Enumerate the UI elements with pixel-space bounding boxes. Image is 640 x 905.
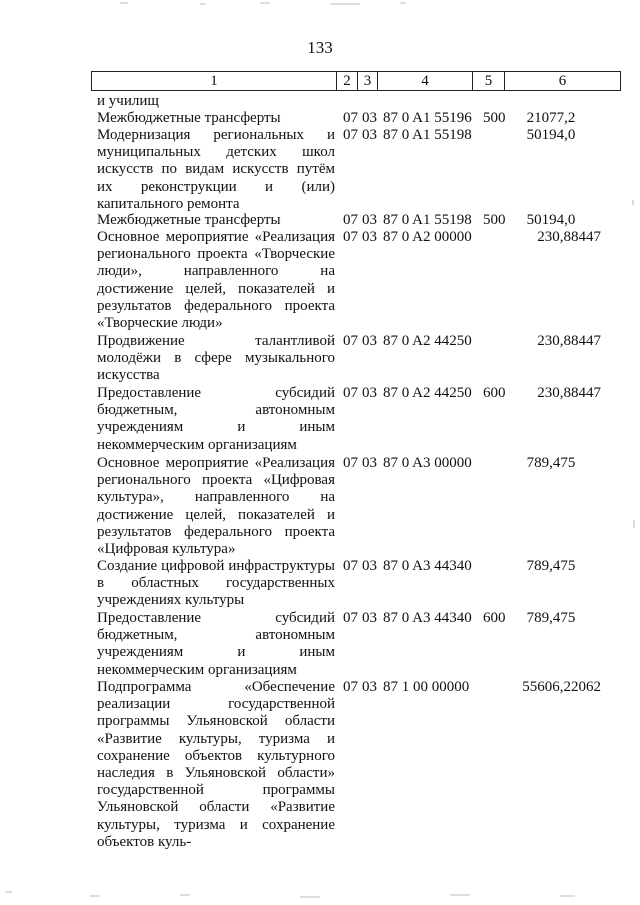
row-description: Основное мероприятие «Реализация регионального проекта «Творческие люди», направленного на достижение целей, показателей и результатов федерального проекта «Творческие люди» (97, 229, 335, 332)
subsection-code: 03 (362, 110, 377, 126)
row-description: Межбюджетные трансферты (97, 212, 281, 228)
row-description: Межбюджетные трансферты (97, 110, 281, 126)
section-code: 07 (343, 679, 358, 695)
column-header-3: 3 (358, 72, 378, 90)
target-article-code: 87 1 00 00000 (383, 679, 470, 695)
amount-value: 789,475 (526, 610, 576, 626)
amount-value: 50194,0 (526, 127, 576, 143)
target-article-code: 87 0 A2 44250 (383, 333, 472, 349)
amount-value: 789,475 (526, 455, 576, 471)
subsection-code: 03 (362, 385, 377, 401)
row-description: Предоставление субсидий бюджетным, автономным учреждениям и иным некоммерческим организациям (97, 385, 335, 453)
row-description: и училищ (97, 93, 159, 109)
row-description: Предоставление субсидий бюджетным, автономным учреждениям и иным некоммерческим организациям (97, 610, 335, 678)
row-description: Основное мероприятие «Реализация регионального проекта «Цифровая культура», направленного на достижение целей, показателей и результатов федерального проекта «Цифровая культура» (97, 455, 335, 558)
subsection-code: 03 (362, 229, 377, 245)
target-article-code: 87 0 A3 44340 (383, 558, 472, 574)
target-article-code: 87 0 A1 55198 (383, 212, 472, 228)
section-code: 07 (343, 333, 358, 349)
subsection-code: 03 (362, 212, 377, 228)
column-header-1: 1 (92, 72, 337, 90)
expense-type-code: 500 (483, 212, 506, 228)
amount-value: 230,88447 (537, 333, 601, 349)
target-article-code: 87 0 A2 00000 (383, 229, 472, 245)
amount-value: 21077,2 (526, 110, 576, 126)
section-code: 07 (343, 229, 358, 245)
amount-value: 230,88447 (537, 229, 601, 245)
expense-type-code: 600 (483, 610, 506, 626)
table-column-header (91, 71, 621, 91)
column-header-2: 2 (337, 72, 358, 90)
page-number: 133 (307, 38, 333, 57)
amount-value: 789,475 (526, 558, 576, 574)
row-description: Подпрограмма «Обеспечение реализации государственной программы Ульяновской области «Развитие культуры, туризма и сохранение объектов культурного наследия в Ульяновской области» государственной программы Ульяновской области «Развитие культуры, туризма и сохранение объектов куль- (97, 679, 335, 850)
target-article-code: 87 0 A1 55198 (383, 127, 472, 143)
column-header-4: 4 (378, 72, 473, 90)
amount-value: 50194,0 (526, 212, 576, 228)
section-code: 07 (343, 212, 358, 228)
expense-type-code: 500 (483, 110, 506, 126)
column-header-6: 6 (558, 72, 567, 89)
amount-value: 230,88447 (537, 385, 601, 401)
subsection-code: 03 (362, 333, 377, 349)
row-description: Продвижение талантливой молодёжи в сфере музыкального искусства (97, 333, 335, 384)
target-article-code: 87 0 A3 44340 (383, 610, 472, 626)
section-code: 07 (343, 385, 358, 401)
expense-type-code: 600 (483, 385, 506, 401)
target-article-code: 87 0 A3 00000 (383, 455, 472, 471)
section-code: 07 (343, 558, 358, 574)
subsection-code: 03 (362, 679, 377, 695)
section-code: 07 (343, 110, 358, 126)
section-code: 07 (343, 127, 358, 143)
column-header-5: 5 (473, 72, 505, 90)
target-article-code: 87 0 A1 55196 (383, 110, 472, 126)
amount-value: 55606,22062 (522, 679, 601, 695)
subsection-code: 03 (362, 610, 377, 626)
section-code: 07 (343, 455, 358, 471)
section-code: 07 (343, 610, 358, 626)
target-article-code: 87 0 A2 44250 (383, 385, 472, 401)
row-description: Модернизация региональных и муниципальных детских школ искусств по видам искусств путём их реконструкции и (или) капитального ремонта (97, 127, 335, 212)
subsection-code: 03 (362, 455, 377, 471)
subsection-code: 03 (362, 127, 377, 143)
subsection-code: 03 (362, 558, 377, 574)
row-description: Создание цифровой инфраструктуры в областных государственных учреждениях культуры (97, 558, 335, 609)
